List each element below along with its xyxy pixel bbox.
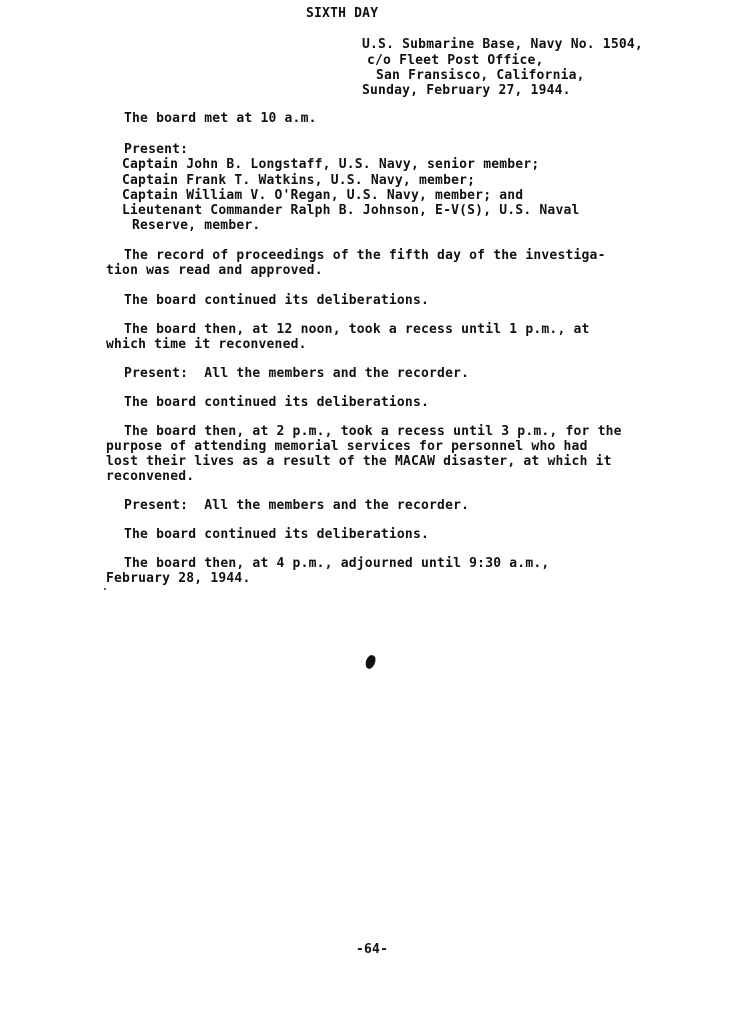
deliberations-line-2: The board continued its deliberations. — [124, 395, 430, 410]
member-line-5: Reserve, member. — [132, 218, 261, 233]
record-paragraph-line-2: tion was read and approved. — [106, 263, 323, 278]
member-line-2: Captain Frank T. Watkins, U.S. Navy, member; — [122, 173, 476, 188]
address-date: Sunday, February 27, 1944. — [362, 83, 571, 98]
address-line-2: c/o Fleet Post Office, — [367, 53, 544, 68]
member-line-1: Captain John B. Longstaff, U.S. Navy, senior member; — [122, 157, 540, 172]
recess2-line-1: The board then, at 2 p.m., took a recess until 3 p.m., for the — [124, 424, 622, 439]
recess2-line-2: purpose of attending memorial services for personnel who had — [106, 439, 588, 454]
deliberations-line-3: The board continued its deliberations. — [124, 527, 430, 542]
record-paragraph-line-1: The record of proceedings of the fifth day of the investiga- — [124, 248, 606, 263]
present-line-2: Present: All the members and the recorder. — [124, 498, 470, 513]
present-line-1: Present: All the members and the recorder. — [124, 366, 470, 381]
address-line-3: San Fransisco, California, — [376, 68, 585, 83]
page-number: -64- — [356, 942, 389, 957]
recess2-line-3: lost their lives as a result of the MACAW disaster, at which it — [106, 454, 612, 469]
present-label: Present: — [124, 142, 189, 157]
meeting-time: The board met at 10 a.m. — [124, 111, 317, 126]
address-line-1: U.S. Submarine Base, Navy No. 1504, — [362, 37, 643, 52]
recess2-line-4: reconvened. — [106, 469, 195, 484]
ink-speck — [104, 588, 106, 590]
member-line-3: Captain William V. O'Regan, U.S. Navy, member; and — [122, 188, 524, 203]
deliberations-line-1: The board continued its deliberations. — [124, 293, 430, 308]
member-line-4: Lieutenant Commander Ralph B. Johnson, E-V(S), U.S. Naval — [122, 203, 580, 218]
recess1-line-1: The board then, at 12 noon, took a recess until 1 p.m., at — [124, 322, 590, 337]
ink-blot — [364, 654, 377, 670]
adjourn-line-2: February 28, 1944. — [106, 571, 251, 586]
recess1-line-2: which time it reconvened. — [106, 337, 307, 352]
day-heading: SIXTH DAY — [306, 6, 379, 21]
adjourn-line-1: The board then, at 4 p.m., adjourned until 9:30 a.m., — [124, 556, 550, 571]
